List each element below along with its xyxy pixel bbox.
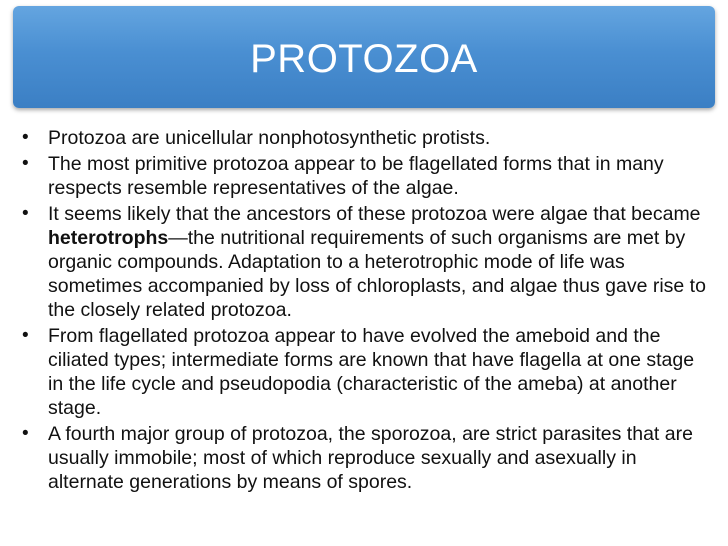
bullet-dot-icon: • (22, 423, 29, 444)
bullet-item-5 (18, 422, 713, 494)
bullet-text: Protozoa are unicellular nonphotosynthetic protists. (48, 127, 491, 149)
bullet-text-before: It seems likely that the ancestors of these protozoa were algae that became (48, 203, 701, 225)
bullet-text: From flagellated protozoa appear to have evolved the ameboid and the ciliated types; intermediate forms are known that have flagella at one stage in the life cycle and pseudopodia (characteristic of the ameba) at another stage. (48, 325, 695, 419)
bullet-text-after: —the nutritional requirements of such organisms are met by organic compounds. Adaptation to a heterotrophic mode of life was sometimes accompanied by loss of chloroplasts, and algae thus gave rise to the closely related protozoa. (48, 227, 706, 321)
bullet-dot-icon: • (22, 153, 29, 174)
bullet-item-1 (18, 126, 713, 150)
bullet-dot-icon: • (22, 203, 29, 224)
slide-title: PROTOZOA (250, 36, 478, 81)
title-bar (13, 6, 715, 108)
bold-term-heterotrophs: heterotrophs (48, 227, 169, 249)
bullet-item-3 (18, 202, 713, 322)
bullet-text: The most primitive protozoa appear to be flagellated forms that in many respects resemble representatives of the algae. (48, 153, 664, 199)
bullet-text: A fourth major group of protozoa, the sporozoa, are strict parasites that are usually immobile; most of which reproduce sexually and asexually in alternate generations by means of spores. (48, 423, 693, 493)
bullet-dot-icon: • (22, 127, 29, 148)
bullet-dot-icon: • (22, 325, 29, 346)
bullet-item-4 (18, 324, 713, 420)
bullet-list (18, 126, 713, 496)
bullet-item-2 (18, 152, 713, 200)
